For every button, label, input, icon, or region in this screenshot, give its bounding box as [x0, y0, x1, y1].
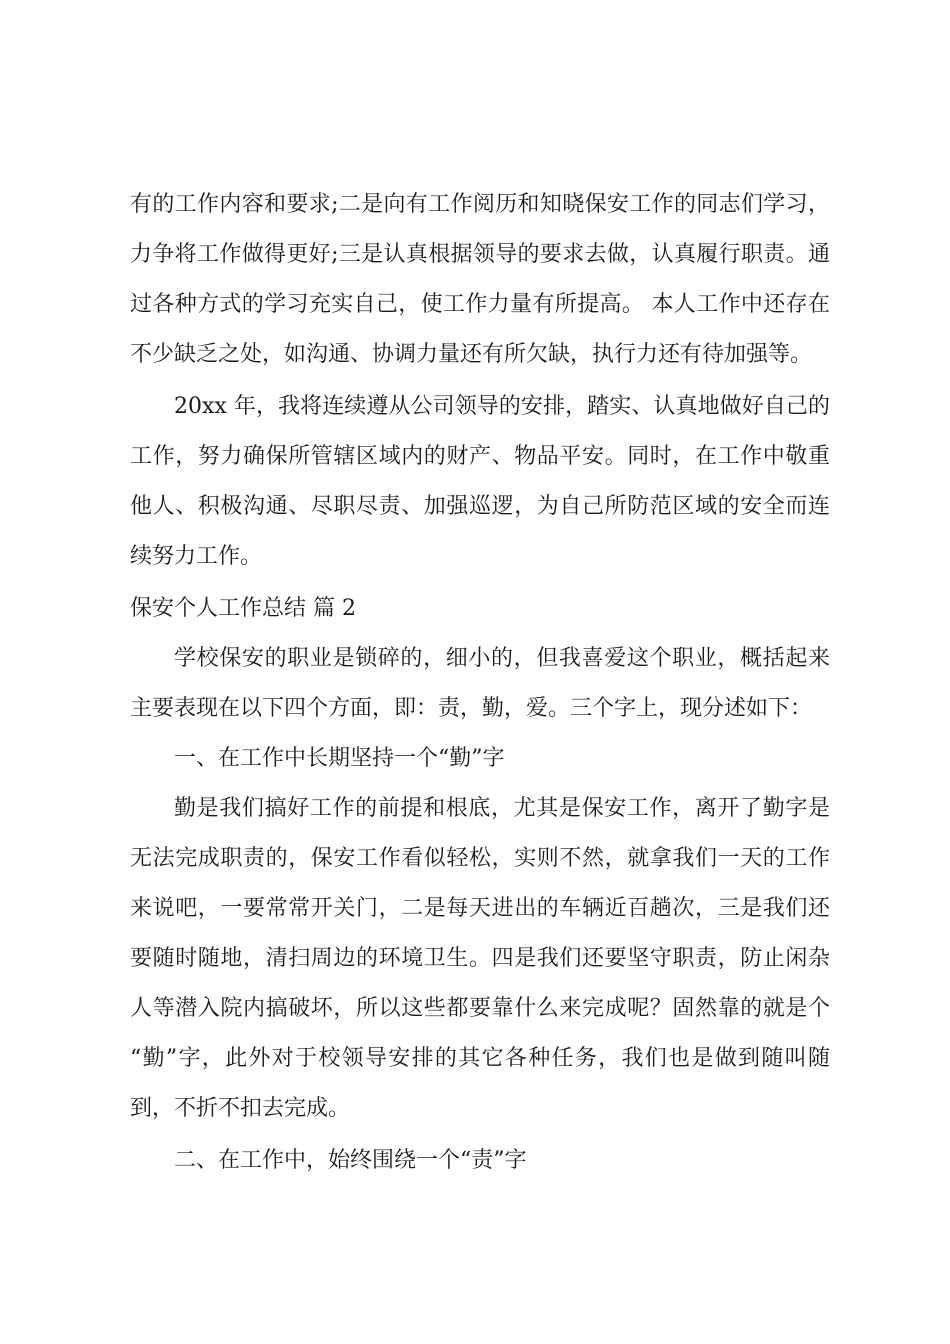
section-heading: 保安个人工作总结 篇 2: [130, 596, 356, 621]
paragraph-line: 过各种方式的学习充实自己，使工作力量有所提高。 本人工作中还存在: [130, 292, 830, 317]
paragraph-line: 来说吧，一要常常开关门，二是每天进出的车辆近百趟次，三是我们还: [130, 896, 830, 921]
paragraph-line: 不少缺乏之处，如沟通、协调力量还有所欠缺，执行力还有待加强等。: [130, 342, 813, 367]
subheading: 二、在工作中，始终围绕一个“责”字: [174, 1148, 527, 1173]
paragraph-line: 到，不折不扣去完成。: [130, 1096, 351, 1121]
paragraph-line: 有的工作内容和要求;二是向有工作阅历和知晓保安工作的同志们学习，: [130, 192, 830, 217]
paragraph-line: 勤是我们搞好工作的前提和根底，尤其是保安工作，离开了勤字是: [174, 796, 830, 821]
paragraph-line: 力争将工作做得更好;三是认真根据领导的要求去做，认真履行职责。通: [130, 242, 830, 267]
paragraph-line: 无法完成职责的，保安工作看似轻松，实则不然，就拿我们一天的工作: [130, 846, 830, 871]
paragraph-line: 20xx 年，我将连续遵从公司领导的安排，踏实、认真地做好自己的: [174, 394, 830, 419]
paragraph-line: 主要表现在以下四个方面，即：责，勤，爱。三个字上，现分述如下：: [130, 696, 813, 721]
paragraph-line: “勤”字，此外对于校领导安排的其它各种任务，我们也是做到随叫随: [130, 1046, 830, 1071]
paragraph-line: 学校保安的职业是锁碎的，细小的，但我喜爱这个职业，概括起来: [174, 646, 830, 671]
paragraph-line: 续努力工作。: [130, 544, 263, 569]
subheading: 一、在工作中长期坚持一个“勤”字: [174, 746, 505, 771]
paragraph-line: 要随时随地，清扫周边的环境卫生。四是我们还要坚守职责，防止闲杂: [130, 946, 830, 971]
paragraph-line: 人等潜入院内搞破坏，所以这些都要靠什么来完成呢？固然靠的就是个: [130, 996, 830, 1021]
paragraph-line: 工作，努力确保所管辖区域内的财产、物品平安。同时，在工作中敬重: [130, 444, 830, 469]
paragraph-line: 他人、积极沟通、尽职尽责、加强巡逻，为自己所防范区域的安全而连: [130, 494, 830, 519]
